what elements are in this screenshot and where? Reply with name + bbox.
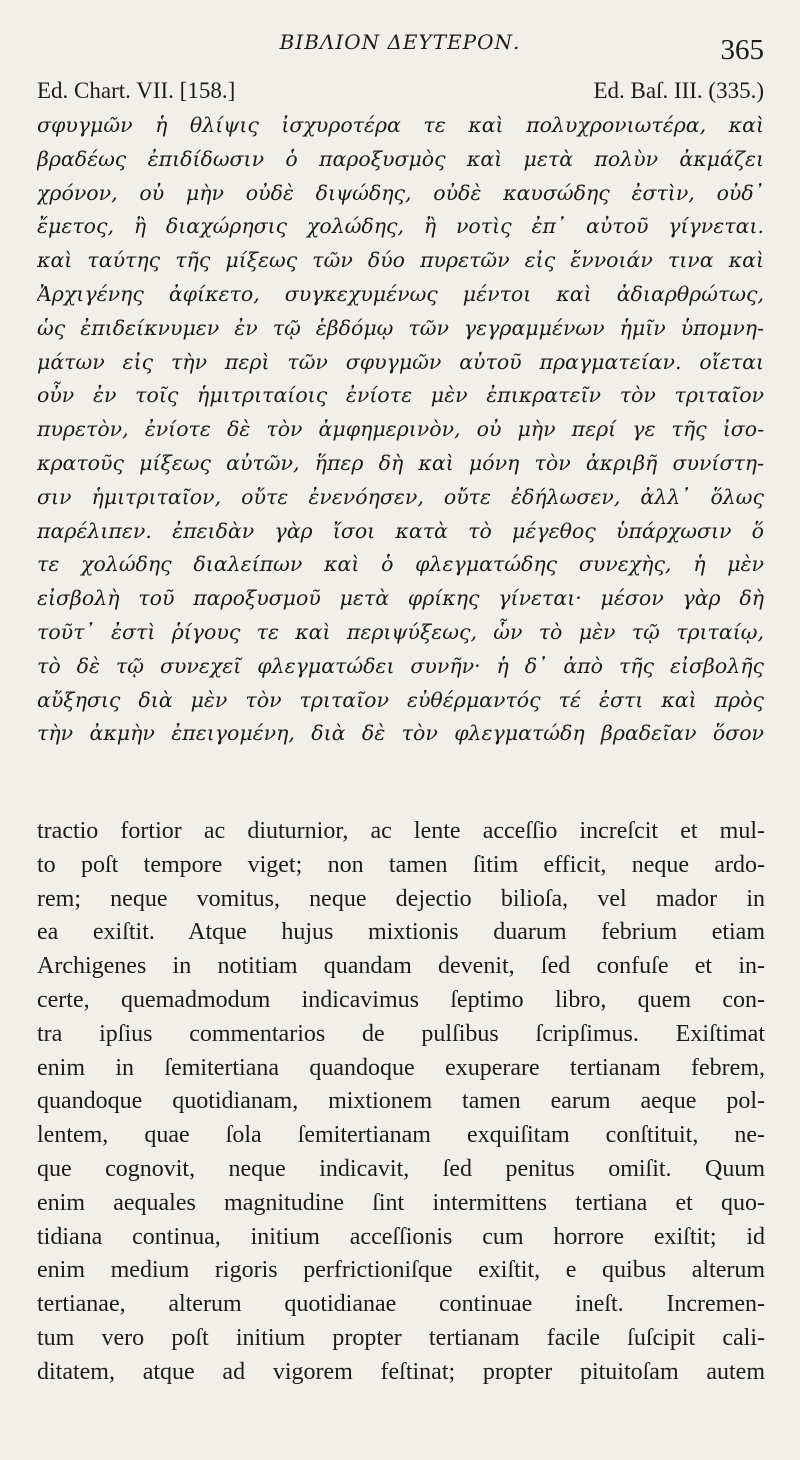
latin-text-line: quandoque quotidianam, mixtionem tamen earum aeque pol- [37, 1088, 765, 1115]
greek-text-line: παρέλιπεν. ἐπειδὰν γὰρ ἴσοι κατὰ τὸ μέγεθος ὑπάρχωσιν ὅ [37, 518, 764, 543]
greek-text-line: βραδέως ἐπιδίδωσιν ὁ παροξυσμὸς καὶ μετὰ πολὺν ἀκμάζει [37, 146, 764, 171]
greek-text-line: ὡς ἐπιδείκνυμεν ἐν τῷ ἑβδόμῳ τῶν γεγραμμένων ἡμῖν ὑπομνη- [37, 315, 764, 340]
latin-text-line: enim in ſemitertiana quandoque exuperare tertianam febrem, [37, 1054, 765, 1081]
greek-text-line: Ἀρχιγένης ἀφίκετο, συγκεχυμένως μέντοι καὶ ἀδιαρθρώτως, [37, 281, 764, 306]
latin-text-line: enim medium rigoris perfrictioniſque exiſtit, e quibus alterum [37, 1257, 765, 1284]
greek-text-line: τοῦτ᾽ ἐστὶ ῥίγους τε καὶ περιψύξεως, ὧν τὸ μὲν τῷ τριταίῳ, [37, 619, 764, 644]
greek-text-line: τὸ δὲ τῷ συνεχεῖ φλεγματώδει συνῆν· ἡ δ᾽ ἀπὸ τῆς εἰσβολῆς [37, 653, 764, 678]
greek-text-line: τὴν ἀκμὴν ἐπειγομένη, διὰ δὲ τὸν φλεγματώδη βραδεῖαν ὅσον [37, 721, 764, 746]
latin-text-line: tum vero poſt initium propter tertianam facile ſuſcipit cali- [37, 1324, 765, 1351]
greek-text-line: καὶ ταύτης τῆς μίξεως τῶν δύο πυρετῶν εἰς ἔννοιάν τινα καὶ [37, 248, 764, 273]
edition-right: Ed. Baſ. III. (335.) [593, 78, 764, 103]
greek-text-line: πυρετὸν, ἐνίοτε δὲ τὸν ἀμφημερινὸν, οὐ μὴν περί γε τῆς ἰσο- [37, 417, 764, 442]
greek-text-line: χρόνον, οὐ μὴν οὐδὲ διψώδης, οὐδὲ καυσώδης ἐστὶν, οὐδ᾽ [37, 180, 764, 205]
greek-text-block [37, 109, 764, 751]
latin-text-line: tractio fortior ac diuturnior, ac lente acceſſio increſcit et mul- [37, 818, 765, 844]
greek-text-line: εἰσβολὴ τοῦ παροξυσμοῦ μετὰ φρίκης γίνεται· μέσον γὰρ δὴ [37, 586, 764, 611]
latin-text-line: ea exiſtit. Atque hujus mixtionis duarum febrium etiam [37, 919, 765, 946]
greek-text-line: οὖν ἐν τοῖς ἡμιτριταίοις ἐνίοτε μὲν ἐπικρατεῖν τὸν τριταῖον [37, 383, 764, 408]
latin-text-line: que cognovit, neque indicavit, ſed penitus omiſit. Quum [37, 1155, 765, 1182]
running-head [0, 30, 800, 64]
greek-text-line: σφυγμῶν ἡ θλίψις ἰσχυροτέρα τε καὶ πολυχρονιωτέρα, καὶ [37, 113, 764, 137]
latin-text-line: ditatem, atque ad vigorem feſtinat; propter pituitoſam autem [37, 1358, 765, 1385]
edition-left: Ed. Chart. VII. [158.] [37, 78, 236, 103]
latin-text-line: Archigenes in notitiam quandam devenit, ſed confuſe et in- [37, 953, 765, 980]
latin-text-line: lentem, quae ſola ſemitertianam exquiſitam conſtituit, ne- [37, 1122, 765, 1149]
greek-text-line: ἔμετος, ἢ διαχώρησις χολώδης, ἢ νοτὶς ἐπ᾽ αὐτοῦ γίγνεται. [37, 214, 764, 239]
page-number: 365 [720, 34, 764, 66]
latin-text-line: tra ipſius commentarios de pulſibus ſcripſimus. Exiſtimat [37, 1020, 765, 1047]
greek-text-line: σιν ἡμιτριταῖον, οὔτε ἐνενόησεν, οὔτε ἐδήλωσεν, ἀλλ᾽ ὅλως [37, 484, 764, 509]
greek-text-line: μάτων εἰς τὴν περὶ τῶν σφυγμῶν αὐτοῦ πραγματείαν. οἴεται [37, 349, 764, 374]
greek-text-line: αὔξησις διὰ μὲν τὸν τριταῖον εὐθέρμαντός τέ ἐστι καὶ πρὸς [37, 687, 764, 712]
latin-text-line: tertianae, alterum quotidianae continuae ineſt. Incremen- [37, 1291, 765, 1318]
latin-text-line: to poſt tempore viget; non tamen ſitim efficit, neque ardo- [37, 851, 765, 878]
latin-text-line: rem; neque vomitus, neque dejectio bilioſa, vel mador in [37, 885, 765, 912]
latin-text-line: certe, quemadmodum indicavimus ſeptimo libro, quem con- [37, 986, 765, 1013]
running-title: ΒΙΒΛΙΟΝ ΔΕΥΤΕΡΟΝ. [279, 30, 521, 54]
greek-text-line: τε χολώδης διαλείπων καὶ ὁ φλεγματώδης συνεχὴς, ἡ μὲν [37, 552, 764, 577]
latin-text-line: tidiana continua, initium acceſſionis cum horrore exiſtit; id [37, 1223, 765, 1250]
latin-text-block [37, 815, 765, 1390]
edition-references [37, 78, 764, 110]
greek-text-line: κρατοῦς μίξεως αὐτῶν, ἥπερ δὴ καὶ μόνη τὸν ἀκριβῆ συνίστη- [37, 450, 764, 475]
latin-text-line: enim aequales magnitudine ſint intermittens tertiana et quo- [37, 1189, 765, 1216]
